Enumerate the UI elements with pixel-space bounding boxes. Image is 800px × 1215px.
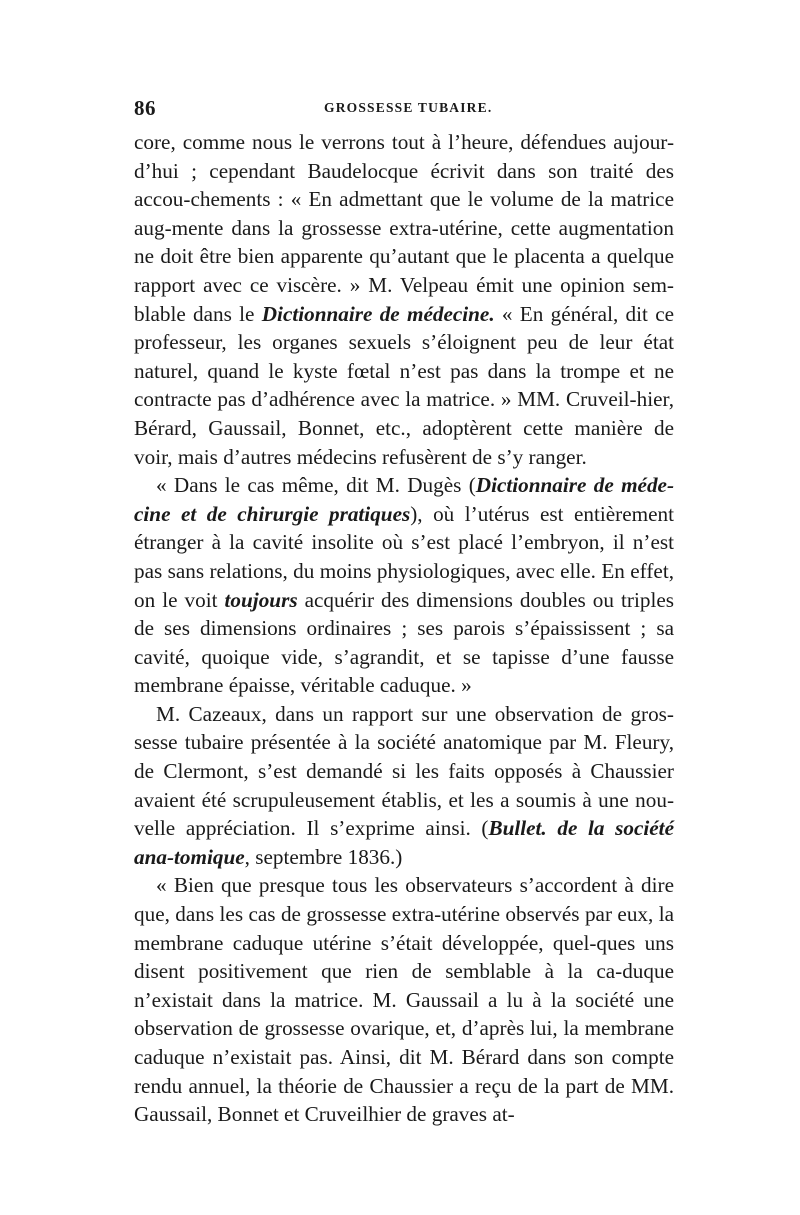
paragraph-duges-quote <box>134 471 674 700</box>
italic-segment: Bullet. de la société ana-tomique <box>134 816 674 869</box>
paragraph-observateurs-quote <box>134 871 674 1128</box>
italic-segment: Dictionnaire de médecine. <box>261 301 495 326</box>
text-segment: « Dans le cas même, dit M. Dugès ( <box>156 473 476 498</box>
page-number: 86 <box>134 96 156 120</box>
italic-segment: Dictionnaire de méde-cine et de chirurgie pratiques <box>134 473 675 526</box>
running-title: GROSSESSE TUBAIRE. <box>324 100 493 115</box>
text-segment: acquérir des dimensions doubles ou triples de ses dimensions ordinaires ; ses parois s’épaississent ; sa cavité, quoique vide, s’agrandit, et se tapisse d’une fausse membrane épaisse, véritable caduque. » <box>134 587 674 698</box>
paragraph-cazeaux <box>134 700 674 872</box>
text-segment: « Bien que presque tous les observateurs s’accordent à dire que, dans les cas de grossesse extra-utérine observés par eux, la membrane caduque utérine s’était développée, quel-ques uns disent positivement que rien de semblable à la ca-duque n’existait dans la matrice. M. Gaussail a lu à la société une observation de grossesse ovarique, et, d’après lui, la membrane caduque n’existait pas. Ainsi, dit M. Bérard dans son compte rendu annuel, la théorie de Chaussier a reçu de la part de MM. Gaussail, Bonnet et Cruveilhier de graves at- <box>134 873 674 1127</box>
italic-segment: toujours <box>224 587 298 612</box>
paragraph-continuation <box>134 128 674 471</box>
body-text <box>134 128 674 1129</box>
text-segment: « En général, dit ce professeur, les organes sexuels s’éloignent peu de leur état naturel, quand le kyste fœtal n’est pas dans la trompe et ne contracte pas d’adhérence avec la matrice. » MM. Cruveil-hier, Bérard, Gaussail, Bonnet, etc., adoptèrent cette manière de voir, mais d’autres médecins refusèrent de s’y ranger. <box>134 301 674 469</box>
text-segment: , septembre 1836.) <box>244 844 403 869</box>
text-segment: ), où l’utérus est entièrement étranger à la cavité insolite où s’est placé l’embryon, il n’est pas sans relations, du moins physiologiques, avec elle. En effet, on le voit <box>134 501 674 612</box>
text-segment: M. Cazeaux, dans un rapport sur une observation de gros-sesse tubaire présentée à la société anatomique par M. Fleury, de Clermont, s’est demandé si les faits opposés à Chaussier avaient été scrupuleusement établis, et les a soumis à une nou-velle appréciation. Il s’exprime ainsi. ( <box>134 701 674 841</box>
page-header <box>134 96 674 118</box>
text-segment: core, comme nous le verrons tout à l’heure, défendues aujour-d’hui ; cependant Baudelocque écrivit dans son traité des accou-chements : « En admettant que le volume de la matrice aug-mente dans la grossesse extra-utérine, cette augmentation ne doit être bien apparente qu’autant que le placenta a quelque rapport avec ce viscère. » M. Velpeau émit une opinion sem-blable dans le <box>134 130 674 326</box>
